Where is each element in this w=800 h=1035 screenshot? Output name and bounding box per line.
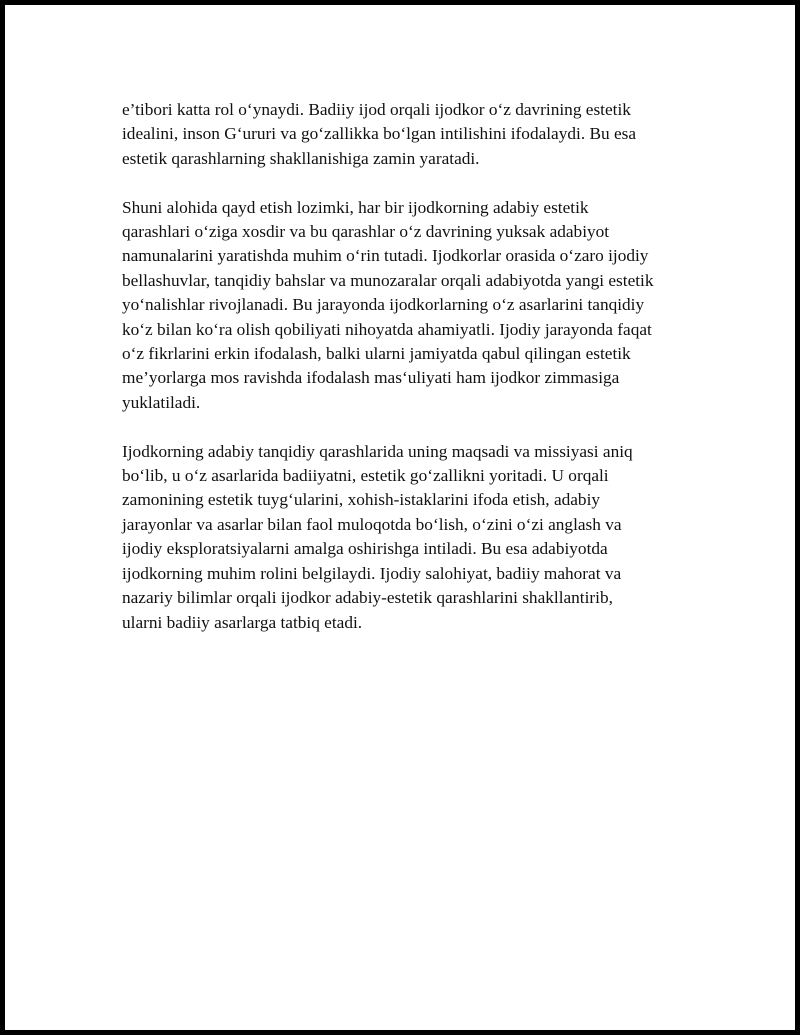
text-line: jarayonlar va asarlar bilan faol muloqotda bo‘lish, o‘zini o‘zi anglash va: [122, 514, 622, 534]
text-line: bellashuvlar, tanqidiy bahslar va munozaralar orqali adabiyotda yangi estetik: [122, 270, 654, 290]
text-line: Ijodkorning adabiy tanqidiy qarashlarida uning maqsadi va missiyasi aniq: [122, 441, 633, 461]
text-line: bo‘lib, u o‘z asarlarida badiiyatni, estetik go‘zallikni yoritadi. U orqali: [122, 466, 609, 486]
paragraph-3: [122, 440, 682, 635]
text-line: ijodiy eksploratsiyalarni amalga oshirishga intiladi. Bu esa adabiyotda: [122, 539, 608, 559]
text-line: yo‘nalishlar rivojlanadi. Bu jarayonda ijodkorlarning o‘z asarlarini tanqidiy: [122, 295, 645, 315]
paragraph-2: [122, 196, 682, 416]
body-text: [122, 98, 682, 659]
text-line: nazariy bilimlar orqali ijodkor adabiy-estetik qarashlarini shakllantirib,: [122, 588, 613, 608]
text-line: estetik qarashlarning shakllanishiga zamin yaratadi.: [122, 148, 480, 168]
text-line: ko‘z bilan ko‘ra olish qobiliyati nihoyatda ahamiyatli. Ijodiy jarayonda faqat: [122, 319, 652, 339]
text-line: Shuni alohida qayd etish lozimki, har bir ijodkorning adabiy estetik: [122, 197, 589, 217]
paragraph-1: [122, 98, 682, 171]
text-line: zamonining estetik tuyg‘ularini, xohish-istaklarini ifoda etish, adabiy: [122, 490, 601, 510]
text-line: o‘z fikrlarini erkin ifodalash, balki ularni jamiyatda qabul qilingan estetik: [122, 344, 631, 364]
text-line: e’tibori katta rol o‘ynaydi. Badiiy ijod orqali ijodkor o‘z davrining estetik: [122, 100, 631, 119]
text-line: ularni badiiy asarlarga tatbiq etadi.: [122, 612, 363, 632]
text-line: idealini, inson G‘ururi va go‘zallikka bo‘lgan intilishini ifodalaydi. Bu esa: [122, 124, 637, 144]
text-line: namunalarini yaratishda muhim o‘rin tutadi. Ijodkorlar orasida o‘zaro ijodiy: [122, 246, 649, 266]
text-line: qarashlari o‘ziga xosdir va bu qarashlar o‘z davrining yuksak adabiyot: [122, 222, 610, 242]
text-line: yuklatiladi.: [122, 392, 201, 412]
text-line: ijodkorning muhim rolini belgilaydi. Ijodiy salohiyat, badiiy mahorat va: [122, 563, 622, 583]
text-line: me’yorlarga mos ravishda ifodalash mas‘uliyati ham ijodkor zimmasiga: [122, 368, 620, 388]
